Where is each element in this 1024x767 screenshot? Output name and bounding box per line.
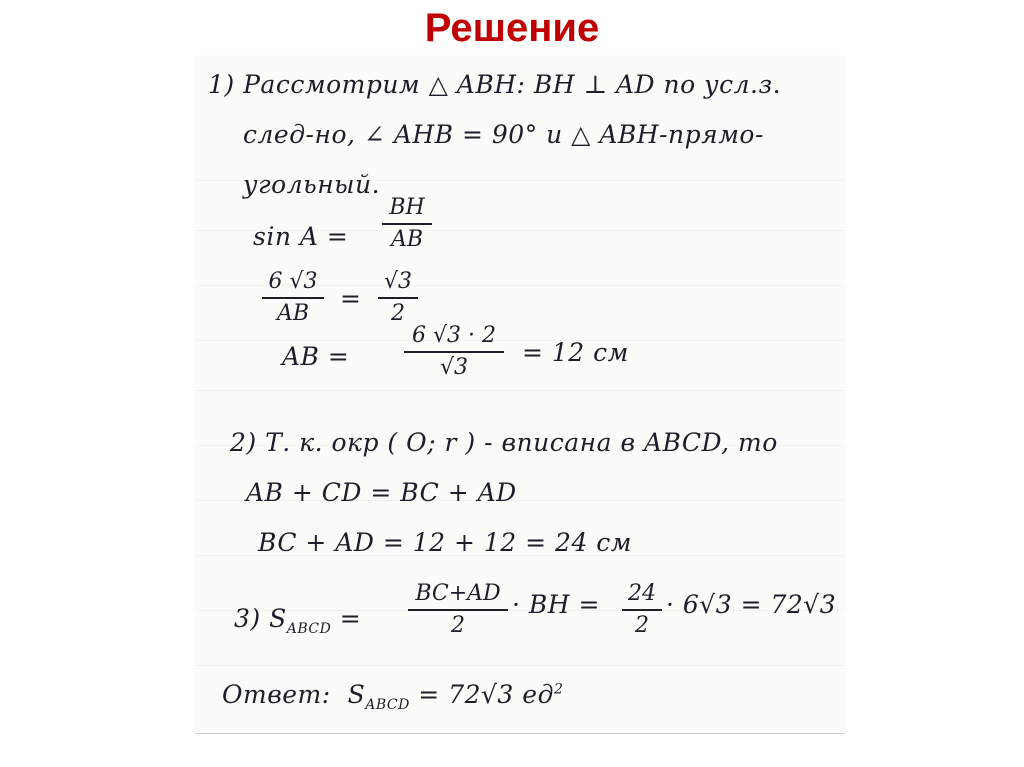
step2-line2: AB + CD = BC + AD [246, 478, 517, 507]
ab-result: = 12 см [522, 338, 629, 367]
step3-lhs: 3) S [234, 604, 287, 633]
step3-equals: = [339, 604, 362, 633]
fraction-bar [408, 609, 508, 611]
answer-unit-power: 2 [553, 681, 564, 698]
fraction-bar [622, 609, 662, 611]
step3-fraction1 [408, 582, 508, 638]
step3-frac2-numerator: 24 [628, 581, 656, 606]
bottom-divider [195, 733, 845, 734]
fraction-bar [404, 351, 504, 353]
step2-line3: BC + AD = 12 + 12 = 24 см [258, 528, 633, 557]
eq2-left-denominator: AB [276, 301, 310, 326]
ab-fraction [404, 324, 504, 380]
step3-result: · 6√3 = 72√3 [666, 590, 837, 619]
sin-numerator: BH [389, 195, 425, 220]
step1-line3: угольный. [243, 170, 381, 199]
step2-line1: 2) Т. к. окр ( O; r ) - вписана в ABCD, то [230, 428, 778, 457]
step3-subscript: ABCD [286, 621, 332, 637]
answer-label: Ответ: [222, 680, 331, 709]
eq2-right-fraction [378, 270, 418, 326]
ab-lhs: AB = [282, 342, 350, 371]
step3-frac1-denominator: 2 [451, 613, 465, 638]
answer-subscript: ABCD [365, 697, 410, 713]
step3-frac1-numerator: BC+AD [415, 581, 501, 606]
slide-title: Решение [424, 6, 600, 50]
eq2-equals: = [340, 284, 362, 313]
answer-value: = 72√3 ед [418, 680, 554, 709]
step3-frac2-denominator: 2 [635, 613, 649, 638]
eq2-right-denominator: 2 [391, 301, 405, 326]
eq2-left-numerator: 6 √3 [268, 269, 318, 294]
sin-denominator: AB [390, 227, 424, 252]
step3-middle: · BH = [512, 590, 600, 619]
step1-line1: 1) Рассмотрим △ ABH: BH ⊥ AD по усл.з. [208, 70, 782, 99]
fraction-bar [262, 297, 324, 299]
step3-area-symbol [234, 604, 361, 637]
step3-fraction2 [622, 582, 662, 638]
sin-fraction [382, 196, 432, 252]
fraction-bar [382, 223, 432, 225]
fraction-bar [378, 297, 418, 299]
ab-denominator: √3 [439, 355, 468, 380]
eq2-right-numerator: √3 [383, 269, 412, 294]
step1-line2: след-но, ∠ AHB = 90° и △ ABH-прямо- [243, 120, 764, 149]
answer-s: S [347, 680, 366, 709]
eq2-left-fraction [262, 270, 324, 326]
answer-line [222, 680, 563, 713]
sin-lhs: sin A = [253, 222, 349, 251]
ab-numerator: 6 √3 · 2 [412, 323, 496, 348]
